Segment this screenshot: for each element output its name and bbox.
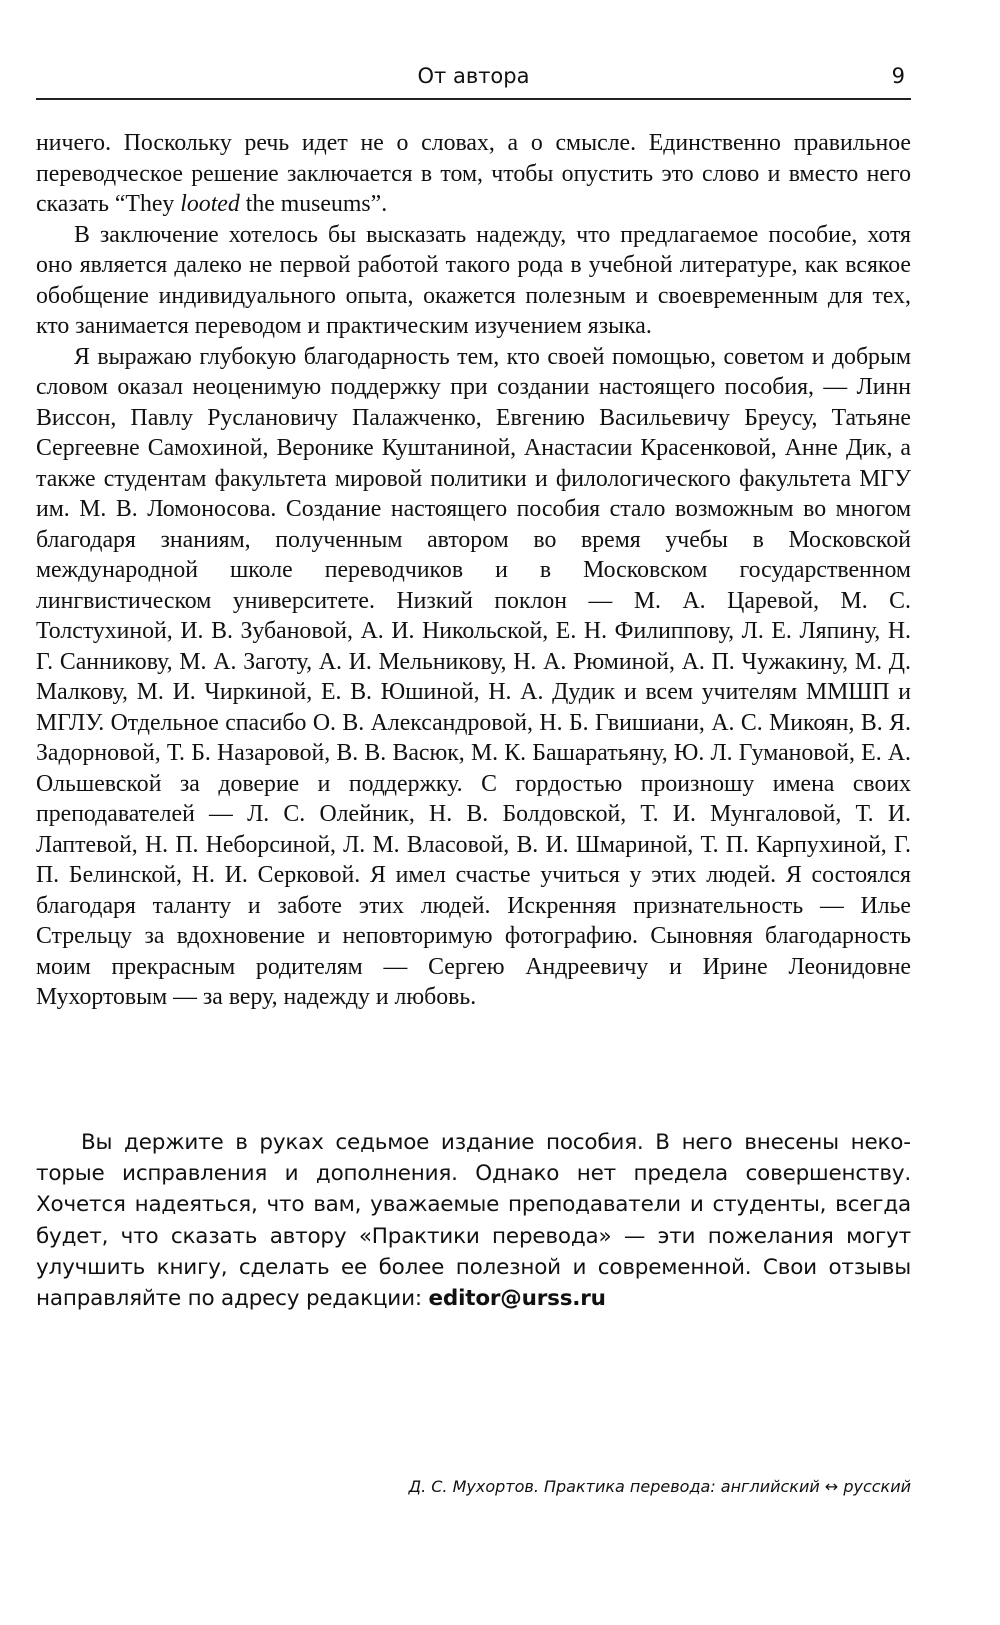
edition-note-text: Вы держите в руках седьмое издание пособия. В него внесены некоторые исправления и дополнения. Однако нет предела совершенству. Хочется надеяться, что вам, уважаемые преподаватели и студенты, всегда будет, что сказать автору «Практики перевода» — эти пожелания могут улучшить книгу, сделать ее более полезной и современной. Свои отзывы направляйте по адресу редакции:: [36, 1130, 911, 1312]
paragraph-conclusion: В заключение хотелось бы высказать надежду, что предлагаемое пособие, хотя оно является далеко не первой работой такого рода в учебной литературе, как всякое обобщение индивидуального опыта, окажется полезным и своевременным для тех, кто занимается переводом и практическим изучением языка.: [36, 221, 911, 339]
paragraph-1-text-after: the museums”.: [239, 191, 388, 217]
paragraph-1-text-before: ничего. Поскольку речь идет не о словах, а о смысле. Единственно правильное переводческое решение заключается в том, чтобы опустить это слово и вместо него сказать “They: [36, 130, 911, 217]
edition-note: [36, 1127, 911, 1314]
main-text: [36, 128, 911, 1013]
running-head: [36, 58, 911, 100]
italic-word-looted: looted: [180, 191, 240, 217]
editor-email: editor@urss.ru: [428, 1286, 606, 1312]
page-number: 9: [891, 64, 905, 88]
footer-book-line: Д. С. Мухортов. Практика перевода: английский ↔ русский: [408, 1477, 911, 1496]
edition-note-paragraph: [36, 1127, 911, 1314]
book-page: [36, 0, 911, 1625]
paragraph-continuation: [36, 128, 911, 220]
paragraph-acknowledgements: Я выражаю глубокую благодарность тем, кто своей помощью, советом и добрым словом оказал неоценимую поддержку при создании настоящего пособия, — Линн Виссон, Павлу Руслановичу Палажченко, Евгению Васильевичу Бреусу, Татьяне Сергеевне Самохиной, Веронике Куштаниной, Анастасии Красенковой, Анне Дик, а также студентам факультета мировой политики и филологического факультета МГУ им. М. В. Ломоносова. Создание настоящего пособия стало возможным во многом благодаря знаниям, полученным автором во время учебы в Московской международной школе переводчиков и в Московском государственном лингвистическом университете. Низкий поклон — М. А. Царевой, М. С. Толстухиной, И. В. Зубановой, А. И. Никольской, Е. Н. Филиппову, Л. Е. Ляпину, Н. Г. Санникову, М. А. Заготу, А. И. Мельникову, Н. А. Рюминой, А. П. Чужакину, М. Д. Малкову, М. И. Чиркиной, Е. В. Юшиной, Н. А. Дудик и всем учителям ММШП и МГЛУ. Отдельное спасибо О. В. Александровой, Н. Б. Гвишиани, А. С. Микоян, В. Я. Задорновой, Т. Б. Назаровой, В. В. Васюк, М. К. Башаратьяну, Ю. Л. Гумановой, Е. А. Ольшевской за доверие и поддержку. С гордостью произношу имена своих преподавателей — Л. С. Олейник, Н. В. Болдовской, Т. И. Мунгаловой, Т. И. Лаптевой, Н. П. Неборсиной, Л. М. Власовой, В. И. Шмариной, Т. П. Карпухиной, Г. П. Белинской, Н. И. Серковой. Я имел счастье учиться у этих людей. Я состоялся благодаря таланту и заботе этих людей. Искренняя признательность — Илье Стрельцу за вдохновение и неповторимую фотографию. Сыновняя благодарность моим прекрасным родителям — Сергею Андреевичу и Ирине Леонидовне Мухортовым — за веру, надежду и любовь.: [36, 343, 911, 1010]
running-title: От автора: [417, 64, 530, 88]
